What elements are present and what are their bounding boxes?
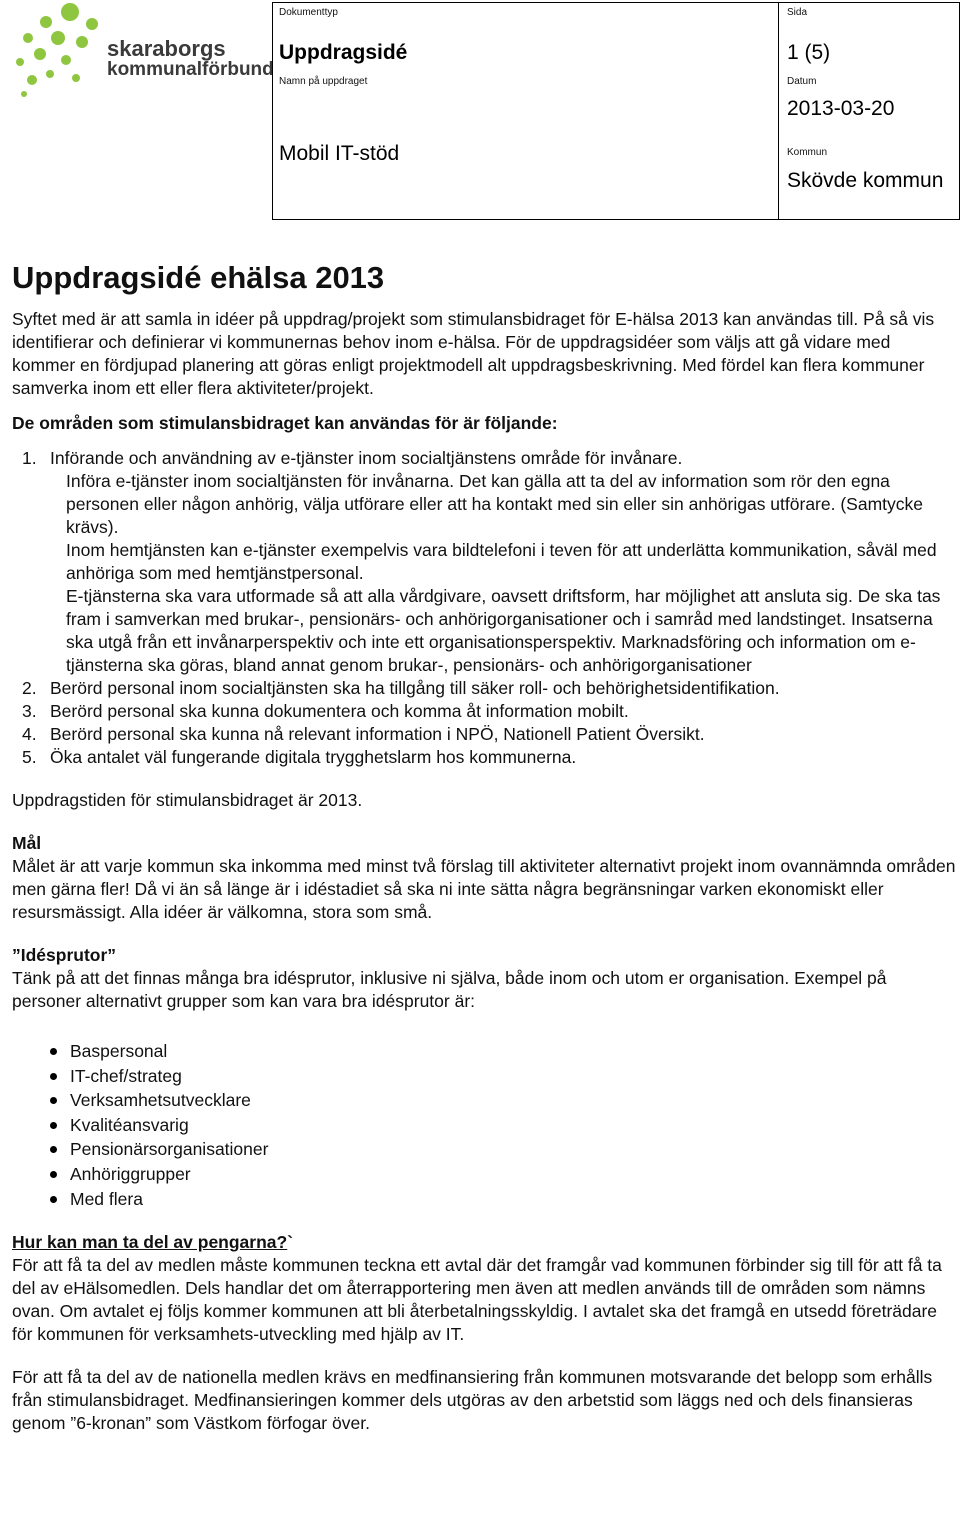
list-item-text: Införande och användning av e-tjänster inom socialtjänstens område för invånare.	[50, 448, 683, 468]
list-item-number: 5.	[22, 747, 37, 767]
list-item-text: Berörd personal ska kunna nå relevant information i NPÖ, Nationell Patient Översikt.	[50, 724, 705, 744]
list-item	[22, 447, 956, 677]
list-item	[22, 746, 956, 769]
list-item	[12, 1064, 956, 1089]
page-label: Sida	[787, 7, 808, 18]
bullet-icon	[50, 1146, 57, 1153]
logo-line-1: skaraborgs	[107, 36, 226, 61]
list-item-number: 4.	[22, 724, 37, 744]
list-item-number: 3.	[22, 701, 37, 721]
list-item-text: Verksamhetsutvecklare	[70, 1090, 251, 1111]
municipality-value: Skövde kommun	[787, 169, 944, 192]
list-item-text: Kvalitéansvarig	[70, 1114, 189, 1135]
document-body	[12, 260, 956, 1435]
bullet-icon	[50, 1196, 57, 1203]
list-item-text: Berörd personal inom socialtjänsten ska ha tillgång till säker roll- och behörighetsidentifikation.	[50, 678, 780, 698]
date-value: 2013-03-20	[787, 97, 895, 120]
list-item	[12, 1113, 956, 1138]
list-item	[12, 1039, 956, 1064]
list-item	[22, 700, 956, 723]
list-item-number: 1.	[22, 448, 37, 468]
header-right-box	[778, 2, 960, 220]
bullet-icon	[50, 1122, 57, 1129]
money-heading	[12, 1231, 956, 1254]
assignment-label: Namn på uppdraget	[279, 76, 368, 87]
bullet-icon	[50, 1171, 57, 1178]
list-item	[12, 1137, 956, 1162]
skaraborgs-logo	[10, 2, 272, 98]
list-item-text: Baspersonal	[70, 1041, 168, 1061]
list-item	[22, 723, 956, 746]
areas-heading: De områden som stimulansbidraget kan användas för är följande:	[12, 413, 558, 433]
national-funds-text: För att få ta del av de nationella medlen krävs en medfinansiering från kommunen motsvarande det belopp som erhålls från stimulansbidraget. Medfinansieringen kommer dels utgöras av den arbetstid som läggs ned och dels finansieras genom ”6-kronan” som Västkom förfogar över.	[12, 1367, 933, 1434]
list-item-text: Öka antalet väl fungerande digitala trygghetslarm hos kommunerna.	[50, 747, 577, 767]
intro-paragraph: Syftet med är att samla in idéer på uppdrag/projekt som stimulansbidraget för E-hälsa 2013 kan användas till. På så vis identifierar och definierar vi kommunernas behov inom e-hälsa. För de uppdragsidéer som väljs att gå vidare med kommer en fördjupad planering att göras enligt projektmodell alt uppdragsbeskrivning. Med fördel kan flera kommuner samverka inom ett eller flera aktiviteter/projekt.	[12, 309, 935, 398]
areas-list	[12, 447, 956, 769]
header-left-box	[272, 2, 779, 220]
list-item	[12, 1187, 956, 1212]
assignment-value: Mobil IT-stöd	[279, 142, 400, 165]
bullet-icon	[50, 1048, 57, 1055]
logo-line-2: kommunalförbund	[107, 59, 274, 80]
page-number: 1 (5)	[787, 41, 831, 64]
list-item-sub-text: Inom hemtjänsten kan e-tjänster exempelvis vara bildtelefoni i teven för att underlätta kommunikation, såväl med anhöriga som med hemtjänstpersonal.	[66, 540, 937, 583]
document-header	[0, 0, 960, 222]
bullet-icon	[50, 1097, 57, 1104]
goal-text: Målet är att varje kommun ska inkomma med minst två förslag till aktiviteter alternativt projekt inom ovannämnda områden men gärna fler! Då vi än så länge är i idéstadiet så ska ni inte sätta några begränsningar varken ekonomiskt eller resursmässigt. Alla idéer är välkomna, stora som små.	[12, 856, 956, 922]
municipality-label: Kommun	[787, 147, 828, 158]
ideas-heading: ”Idésprutor”	[12, 945, 117, 965]
money-text: För att få ta del av medlen måste kommunen teckna ett avtal där det framgår vad kommunen förbinder sig till för att få ta del av eHälsomedlen. Dels handlar det om återrapportering men även att medlen används till de områden som nämns ovan. Om avtalet ej följs kommer kommunen att bli återbetalningsskyldig. I avtalet ska det framgå en utsedd företrädare för kommunen för verksamhets-utveckling med hjälp av IT.	[12, 1255, 942, 1345]
money-heading-suffix: `	[287, 1232, 294, 1253]
doc-type-label: Dokumenttyp	[279, 7, 338, 18]
page-title: Uppdragsidé ehälsa 2013	[12, 260, 385, 295]
date-label: Datum	[787, 76, 817, 87]
list-item-number: 2.	[22, 678, 37, 698]
period-text: Uppdragstiden för stimulansbidraget är 2013.	[12, 790, 363, 810]
bullet-icon	[50, 1073, 57, 1080]
doc-type-value: Uppdragsidé	[279, 41, 408, 64]
ideas-list	[12, 1039, 956, 1211]
list-item-text: Anhöriggrupper	[70, 1163, 191, 1184]
list-item-text: Med flera	[70, 1188, 143, 1209]
ideas-text: Tänk på att det finnas många bra idésprutor, inklusive ni själva, både inom och utom er organisation. Exempel på personer alternativt grupper som kan vara bra idésprutor är:	[12, 968, 887, 1011]
goal-heading: Mål	[12, 833, 42, 853]
list-item	[22, 677, 956, 700]
list-item-text: Berörd personal ska kunna dokumentera och komma åt information mobilt.	[50, 701, 629, 721]
list-item	[12, 1088, 956, 1113]
list-item-text: IT-chef/strateg	[70, 1065, 182, 1086]
money-heading-text: Hur kan man ta del av pengarna?	[12, 1232, 288, 1253]
list-item	[12, 1162, 956, 1187]
list-item-sub-text: E-tjänsterna ska vara utformade så att alla vårdgivare, oavsett driftsform, har möjlighet att ansluta sig. De ska tas fram i samverkan med brukar-, pensionärs- och anhörigorganisationer och i samråd med landstinget. Insatserna ska utgå från ett invånarperspektiv och inte ett organisationsperspektiv. Marknadsföring och information om e-tjänsterna ska göras, bland annat genom brukar-, pensionärs- och anhörigorganisationer	[66, 586, 941, 675]
list-item-sub-text: Införa e-tjänster inom socialtjänsten för invånarna. Det kan gälla att ta del av information som rör den egna personen eller någon anhörig, välja utförare eller att ha kontakt med sin eller sin anhörigas utförare. (Samtycke krävs).	[66, 471, 923, 537]
list-item-text: Pensionärsorganisationer	[70, 1139, 269, 1160]
